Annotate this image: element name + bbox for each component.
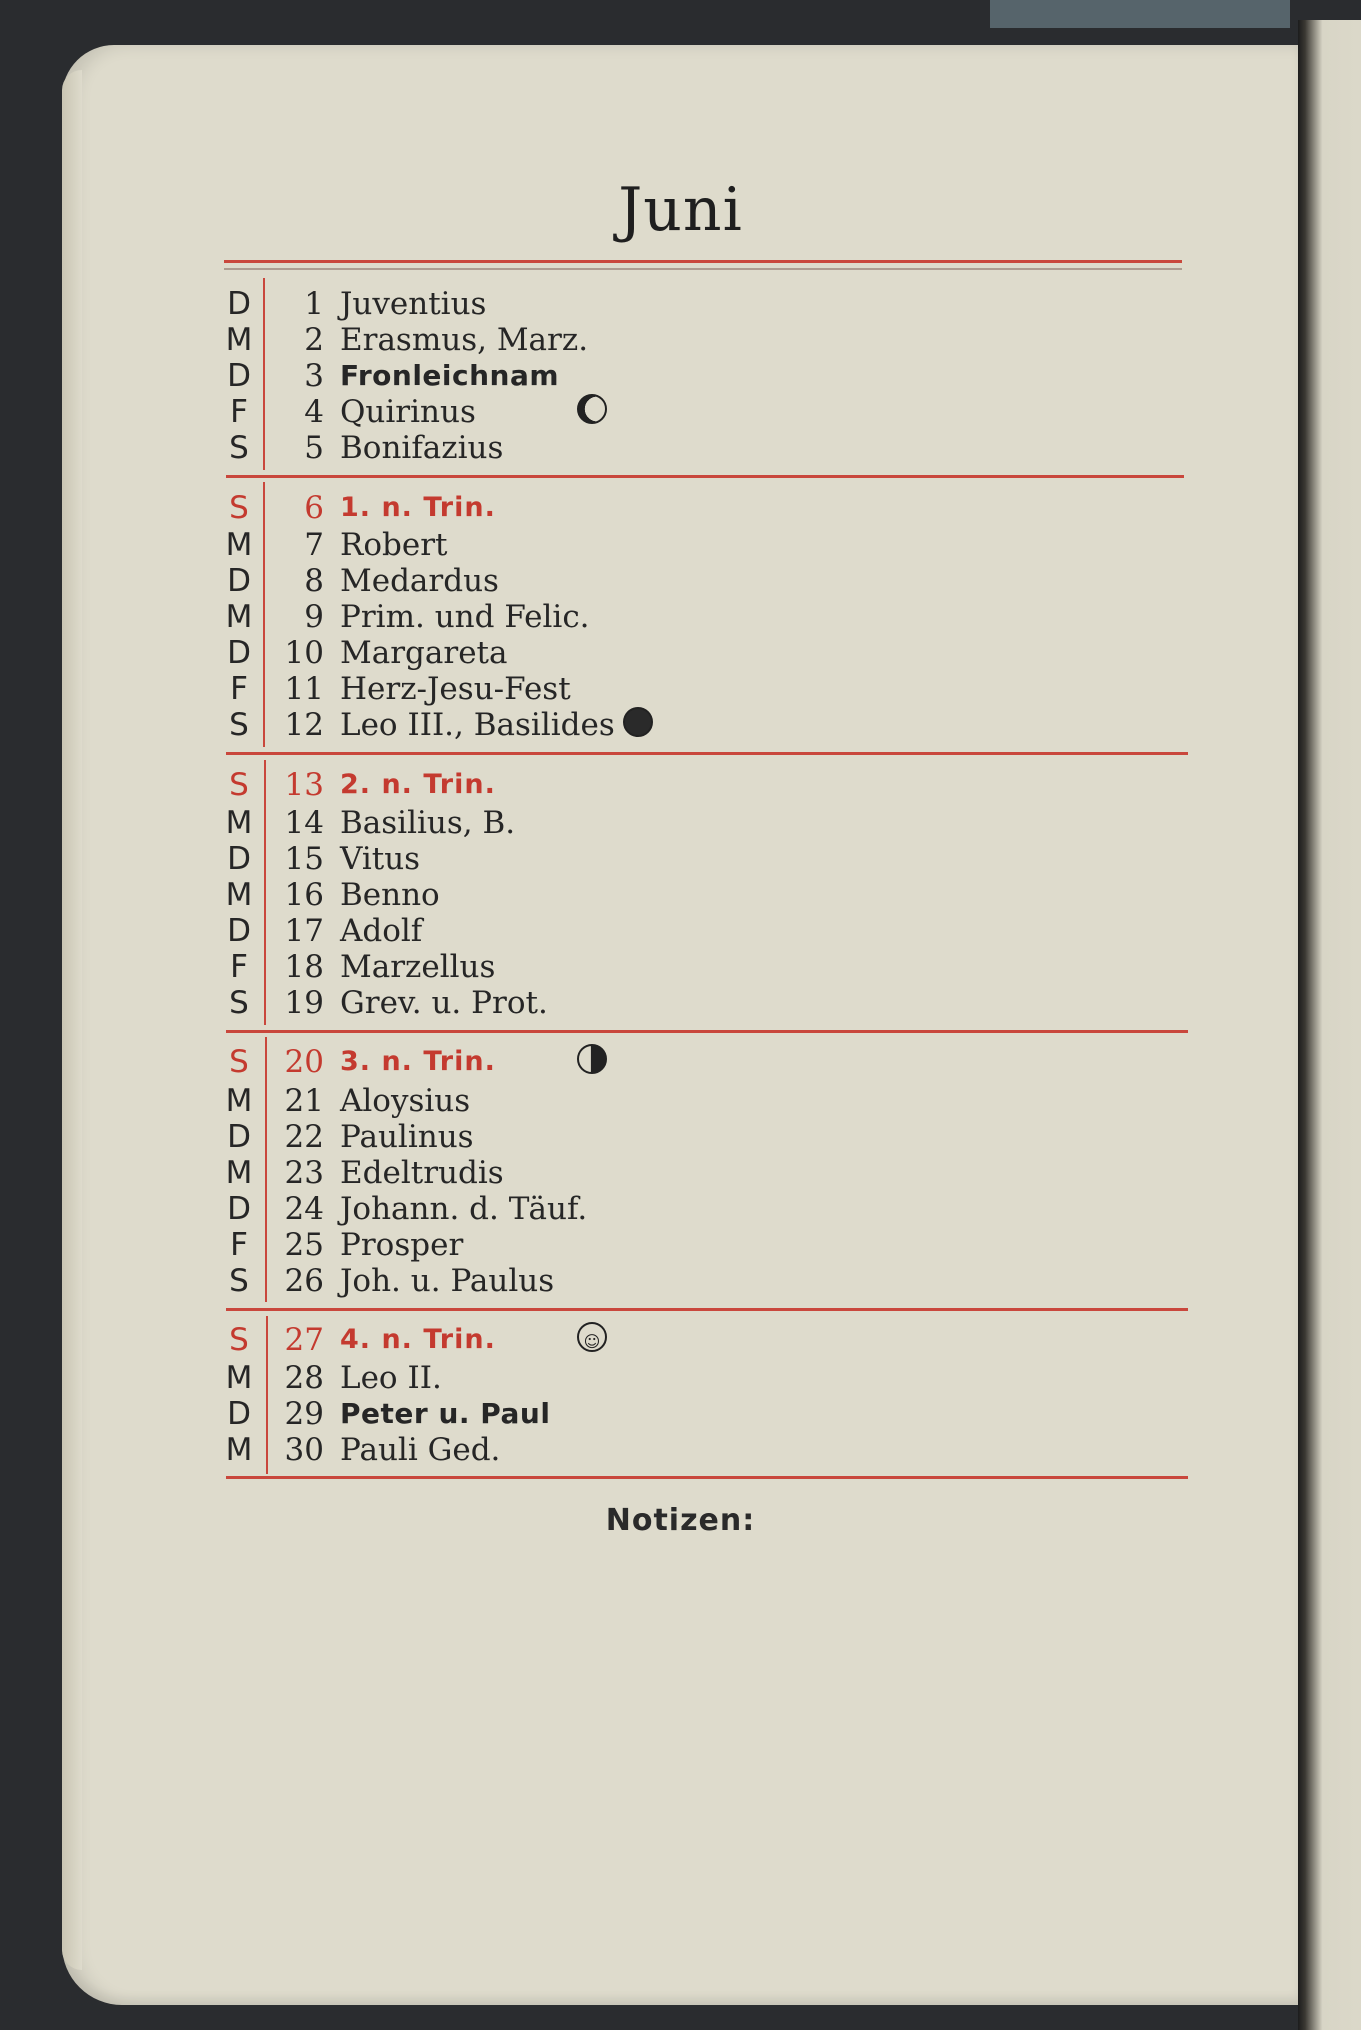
weekday-letter: S	[229, 767, 249, 803]
day-number: 29	[284, 1396, 324, 1432]
day-row	[0, 1155, 1361, 1191]
day-row	[0, 394, 1361, 430]
sunday-row	[0, 1322, 1361, 1358]
weekday-letter: D	[227, 1119, 251, 1155]
day-number: 28	[284, 1360, 324, 1396]
day-number: 30	[284, 1432, 324, 1468]
first-quarter-moon-icon	[577, 394, 607, 424]
saint-name: Leo III., Basilides	[340, 707, 615, 743]
day-row	[0, 1263, 1361, 1299]
weekday-letter: M	[225, 1360, 253, 1396]
day-row	[0, 563, 1361, 599]
week-divider	[226, 1030, 1188, 1033]
bottom-rule	[226, 1476, 1188, 1479]
saint-name: Prim. und Felic.	[340, 599, 590, 635]
saint-name: Robert	[340, 527, 448, 563]
sunday-name: 4. n. Trin.	[340, 1324, 496, 1355]
day-row	[0, 985, 1361, 1021]
day-row	[0, 1083, 1361, 1119]
day-number: 26	[284, 1263, 324, 1299]
weekday-letter: M	[225, 1155, 253, 1191]
saint-name: Medardus	[340, 563, 499, 599]
day-row	[0, 841, 1361, 877]
sunday-name: 3. n. Trin.	[340, 1046, 496, 1077]
weekday-letter: D	[227, 358, 251, 394]
new-moon-icon	[623, 707, 653, 737]
saint-name: Erasmus, Marz.	[340, 322, 589, 358]
full-moon-icon: ☺	[577, 1322, 607, 1352]
day-number: 9	[304, 599, 324, 635]
saint-name: Aloysius	[340, 1083, 471, 1119]
saint-name: Leo II.	[340, 1360, 442, 1396]
day-row	[0, 322, 1361, 358]
weekday-letter: M	[225, 1083, 253, 1119]
weekday-letter: M	[225, 599, 253, 635]
day-row	[0, 635, 1361, 671]
weekday-letter: M	[225, 322, 253, 358]
saint-name: Grev. u. Prot.	[340, 985, 548, 1021]
weekday-letter: S	[229, 490, 249, 526]
weekday-letter: S	[229, 985, 249, 1021]
saint-name: Benno	[340, 877, 440, 913]
day-number: 14	[284, 805, 324, 841]
day-number: 4	[304, 394, 324, 430]
background-top	[990, 0, 1290, 28]
day-number: 19	[284, 985, 324, 1021]
weekday-letter: F	[230, 949, 248, 985]
day-number: 11	[284, 671, 324, 707]
saint-name: Johann. d. Täuf.	[340, 1191, 588, 1227]
day-number: 24	[284, 1191, 324, 1227]
day-number: 7	[304, 527, 324, 563]
day-row	[0, 599, 1361, 635]
day-number: 1	[304, 286, 324, 322]
notes-heading: Notizen:	[605, 1503, 756, 1538]
saint-name: Prosper	[340, 1227, 464, 1263]
saint-name: Joh. u. Paulus	[340, 1263, 555, 1299]
saint-name: Paulinus	[340, 1119, 474, 1155]
sunday-name: 2. n. Trin.	[340, 769, 496, 800]
sunday-row	[0, 1044, 1361, 1080]
day-number: 23	[284, 1155, 324, 1191]
weekday-letter: F	[230, 671, 248, 707]
weekday-letter: D	[227, 635, 251, 671]
day-number: 2	[304, 322, 324, 358]
month-title: Juni	[618, 175, 743, 245]
day-row	[0, 358, 1361, 394]
week-divider	[226, 752, 1188, 755]
weekday-letter: F	[230, 1227, 248, 1263]
weekday-letter: D	[227, 563, 251, 599]
weekday-letter: S	[229, 1322, 249, 1358]
day-row	[0, 1360, 1361, 1396]
day-row	[0, 707, 1361, 743]
day-number: 6	[304, 490, 324, 526]
feast-name: Fronleichnam	[340, 359, 560, 392]
day-row	[0, 1191, 1361, 1227]
weekday-letter: D	[227, 913, 251, 949]
day-number: 5	[304, 430, 324, 466]
day-number: 13	[284, 767, 324, 803]
saint-name: Marzellus	[340, 949, 496, 985]
day-number: 3	[304, 358, 324, 394]
weekday-letter: S	[229, 1044, 249, 1080]
weekday-letter: D	[227, 1396, 251, 1432]
day-row	[0, 1227, 1361, 1263]
saint-name: Adolf	[340, 913, 423, 949]
day-number: 27	[284, 1322, 324, 1358]
day-number: 18	[284, 949, 324, 985]
saint-name: Basilius, B.	[340, 805, 516, 841]
last-quarter-moon-icon	[577, 1044, 607, 1074]
weekday-letter: D	[227, 1191, 251, 1227]
saint-name: Pauli Ged.	[340, 1432, 501, 1468]
header-rule	[224, 260, 1182, 263]
day-number: 25	[284, 1227, 324, 1263]
saint-name: Bonifazius	[340, 430, 504, 466]
feast-name: Peter u. Paul	[340, 1397, 551, 1430]
day-number: 8	[304, 563, 324, 599]
weekday-letter: M	[225, 527, 253, 563]
header-rule-thin	[224, 268, 1182, 270]
saint-name: Edeltrudis	[340, 1155, 504, 1191]
day-number: 20	[284, 1044, 324, 1080]
weekday-letter: D	[227, 286, 251, 322]
day-number: 16	[284, 877, 324, 913]
weekday-letter: M	[225, 877, 253, 913]
day-row	[0, 286, 1361, 322]
day-number: 22	[284, 1119, 324, 1155]
week-divider	[226, 475, 1184, 478]
week-divider	[226, 1308, 1188, 1311]
day-row	[0, 1119, 1361, 1155]
weekday-letter: S	[229, 430, 249, 466]
day-number: 10	[284, 635, 324, 671]
saint-name: Vitus	[340, 841, 421, 877]
day-row	[0, 1432, 1361, 1468]
day-number: 12	[284, 707, 324, 743]
weekday-letter: M	[225, 805, 253, 841]
day-row	[0, 430, 1361, 466]
day-row	[0, 877, 1361, 913]
saint-name: Herz-Jesu-Fest	[340, 671, 571, 707]
saint-name: Juventius	[340, 286, 487, 322]
sunday-name: 1. n. Trin.	[340, 492, 496, 523]
day-number: 15	[284, 841, 324, 877]
day-row	[0, 805, 1361, 841]
day-row	[0, 671, 1361, 707]
sunday-row	[0, 767, 1361, 803]
day-number: 21	[284, 1083, 324, 1119]
day-row	[0, 913, 1361, 949]
weekday-letter: S	[229, 1263, 249, 1299]
weekday-letter: S	[229, 707, 249, 743]
saint-name: Quirinus	[340, 394, 476, 430]
day-number: 17	[284, 913, 324, 949]
weekday-letter: F	[230, 394, 248, 430]
sunday-row	[0, 490, 1361, 526]
day-row	[0, 1396, 1361, 1432]
day-row	[0, 949, 1361, 985]
weekday-letter: M	[225, 1432, 253, 1468]
saint-name: Margareta	[340, 635, 508, 671]
weekday-letter: D	[227, 841, 251, 877]
day-row	[0, 527, 1361, 563]
